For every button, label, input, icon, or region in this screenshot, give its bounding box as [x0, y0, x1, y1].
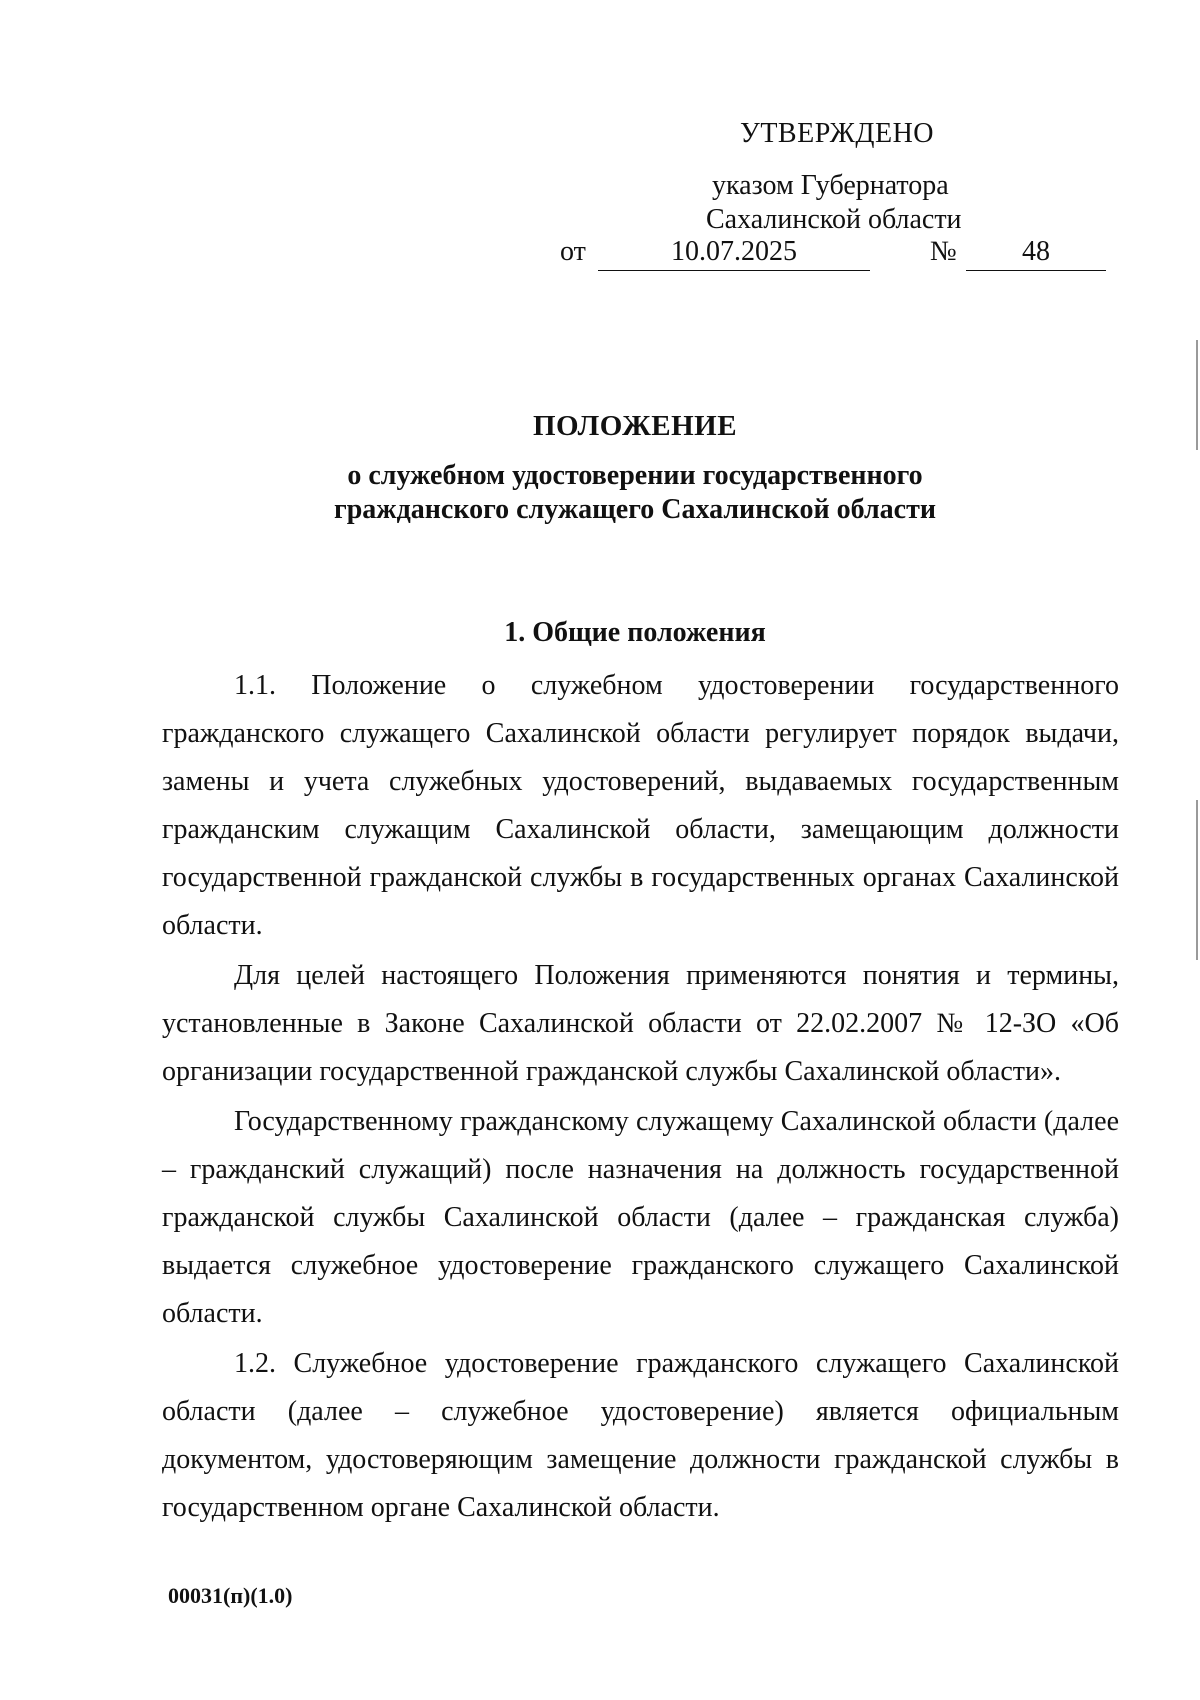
paragraph: Для целей настоящего Положения применяются понятия и термины, установленные в Законе Сахалинской области от 22.02.2007 № 12-ЗО «Об организации государственной гражданской службы Сахалинской области».	[162, 960, 1119, 1087]
approval-date-row	[560, 236, 1108, 276]
approval-title: УТВЕРЖДЕНО	[740, 118, 935, 149]
approval-number: 48	[966, 236, 1106, 271]
number-label: №	[930, 236, 957, 267]
from-label: от	[560, 236, 586, 267]
scan-edge-mark	[1196, 800, 1198, 960]
scan-edge-mark	[1196, 340, 1198, 450]
section-body	[162, 662, 1119, 1534]
paragraph: 1.1. Положение о служебном удостоверении государственного гражданского служащего Сахалинской области регулирует порядок выдачи, замены и учета служебных удостоверений, выдаваемых государственным гражданским служащим Сахалинской области, замещающим должности государственной гражданской службы в государственных органах Сахалинской области.	[162, 670, 1119, 941]
paragraph: 1.2. Служебное удостоверение гражданского служащего Сахалинской области (далее – служебное удостоверение) является официальным документом, удостоверяющим замещение должности гражданской службы в государственном органе Сахалинской области.	[162, 1348, 1119, 1523]
footer-code: 00031(п)(1.0)	[168, 1583, 293, 1608]
approval-date: 10.07.2025	[598, 236, 870, 271]
paragraph: Государственному гражданскому служащему Сахалинской области (далее – гражданский служащий) после назначения на должность государственной гражданской службы Сахалинской области (далее – гражданская служба) выдается служебное удостоверение гражданского служащего Сахалинской области.	[162, 1106, 1119, 1329]
approval-line-2: Сахалинской области	[706, 204, 962, 235]
approval-line-1: указом Губернатора	[712, 170, 949, 201]
document-subtitle-line-1: о служебном удостоверении государственного	[347, 460, 923, 491]
document-subtitle-line-2: гражданского служащего Сахалинской области	[334, 494, 936, 525]
document-title: ПОЛОЖЕНИЕ	[532, 410, 738, 442]
section-heading: 1. Общие положения	[504, 617, 766, 648]
